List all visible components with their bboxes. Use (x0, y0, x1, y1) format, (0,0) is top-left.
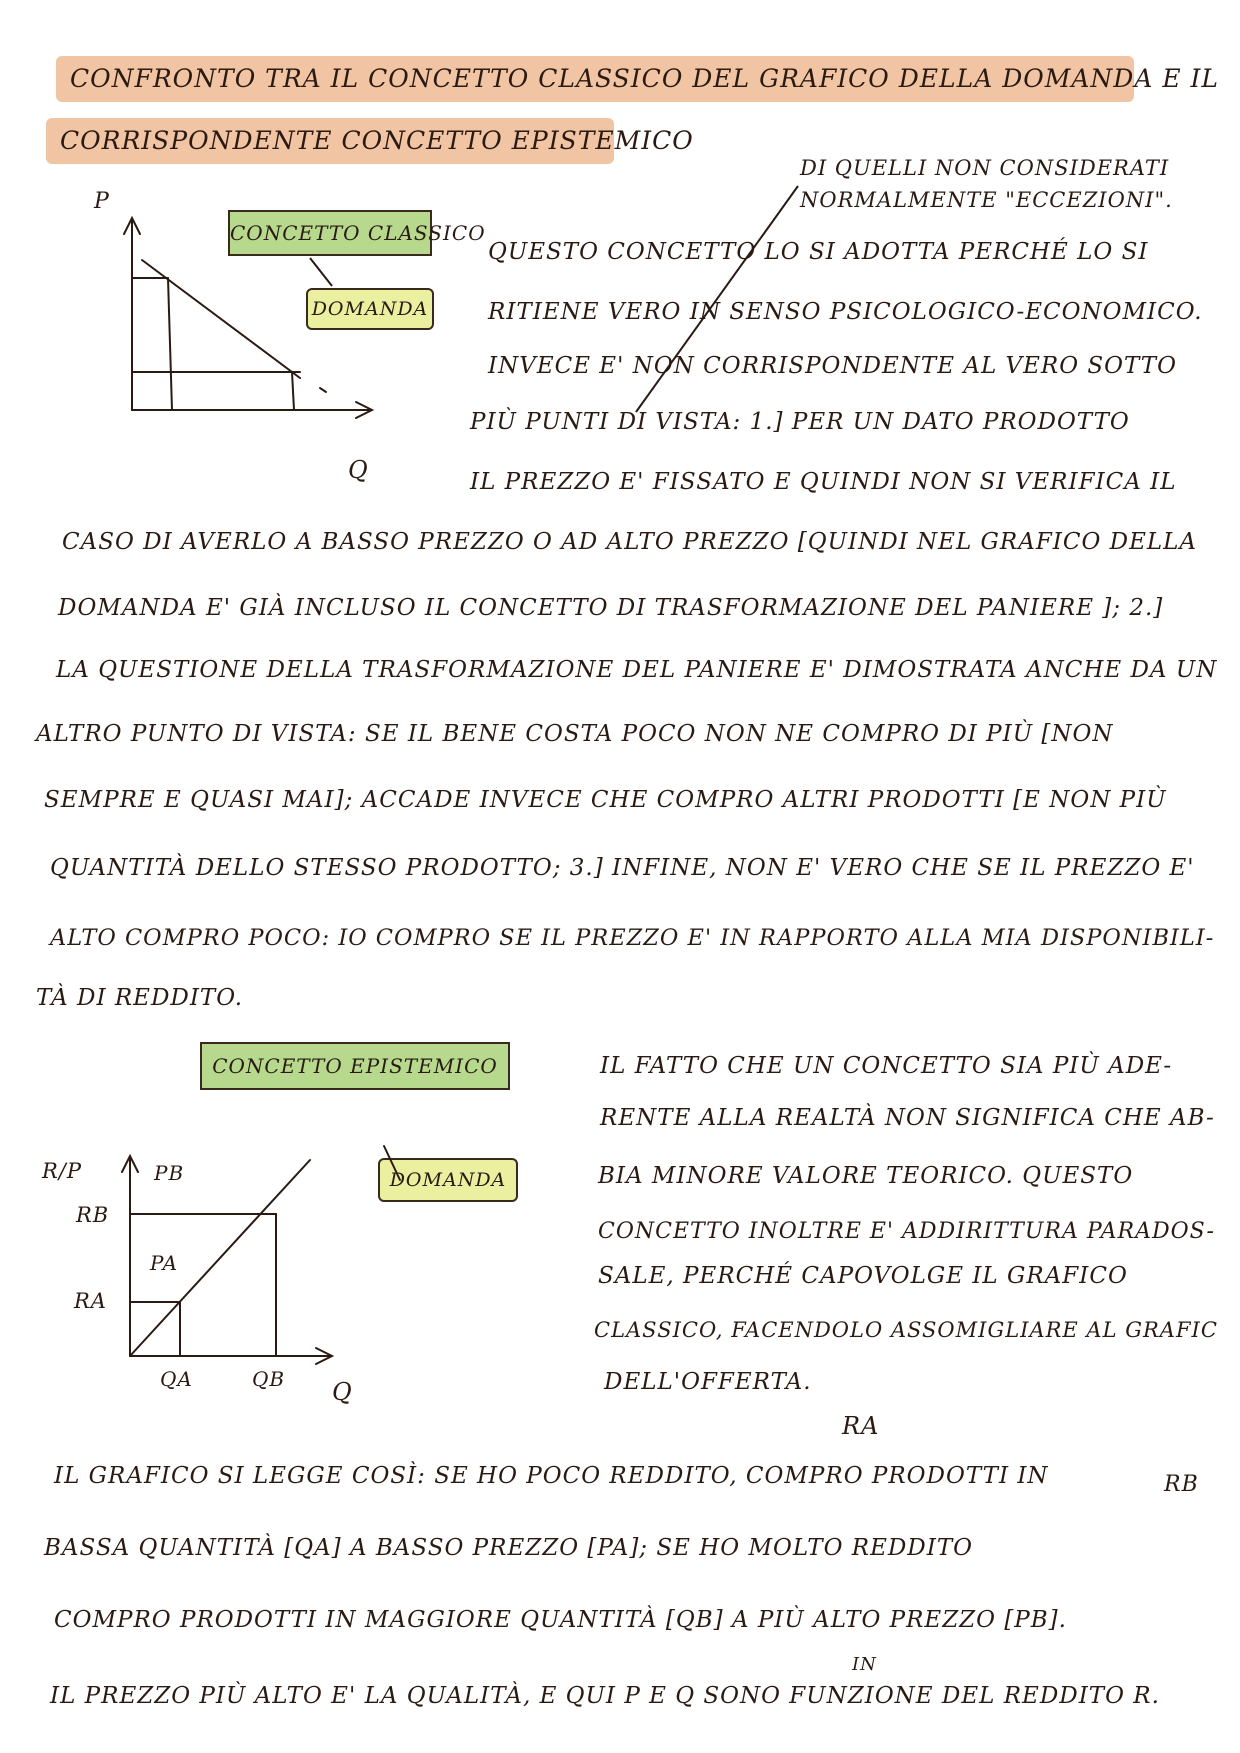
p4-line-3: COMPRO PRODOTTI IN MAGGIORE QUANTITÀ [QB] A PIÙ ALTO PREZZO [PB]. (54, 1607, 1067, 1633)
qty-high-guide (292, 372, 294, 410)
ra-axis-label: RA (74, 1289, 107, 1313)
pa-label: PA (150, 1251, 179, 1275)
title-line-2: CORRISPONDENTE CONCETTO EPISTEMICO (46, 118, 614, 164)
p2-line-4: ALTRO PUNTO DI VISTA: SE IL BENE COSTA POCO NON NE COMPRO DI PIÙ [NON (36, 721, 1114, 747)
pb-label: PB (154, 1161, 185, 1185)
p1-line-5: IL PREZZO E' FISSATO E QUINDI NON SI VERIFICA IL (470, 469, 1177, 495)
domanda-pointer (310, 258, 332, 286)
p2-line-5: SEMPRE E QUASI MAI]; ACCADE INVECE CHE COMPRO ALTRI PRODOTTI [E NON PIÙ (44, 787, 1167, 813)
p1-line-2: RITIENE VERO IN SENSO PSICOLOGICO-ECONOMICO. (488, 299, 1203, 325)
x-axis-label: Q (348, 456, 369, 484)
side-note-line-2: NORMALMENTE "ECCEZIONI". (800, 188, 1173, 212)
p2-line-6: QUANTITÀ DELLO STESSO PRODOTTO; 3.] INFINE, NON E' VERO CHE SE IL PREZZO E' (50, 855, 1195, 881)
p4-line-2: BASSA QUANTITÀ [QA] A BASSO PREZZO [PA]; SE HO MOLTO REDDITO (44, 1535, 974, 1561)
p2-line-3: LA QUESTIONE DELLA TRASFORMAZIONE DEL PANIERE E' DIMOSTRATA ANCHE DA UN (56, 657, 1218, 683)
classic-concept-box: CONCETTO CLASSICO (228, 210, 432, 256)
p3-line-1: IL FATTO CHE UN CONCETTO SIA PIÙ ADE- (600, 1053, 1173, 1079)
qb-label: QB (252, 1367, 286, 1391)
y-axis-label-2: R/P (42, 1159, 83, 1183)
domanda-pointer-2 (384, 1146, 400, 1180)
title-line-1: CONFRONTO TRA IL CONCETTO CLASSICO DEL GRAFICO DELLA DOMANDA E IL (56, 56, 1134, 102)
p1-line-4: PIÙ PUNTI DI VISTA: 1.] PER UN DATO PRODOTTO (470, 409, 1130, 435)
side-note-line-1: DI QUELLI NON CONSIDERATI (800, 156, 1170, 180)
y-axis-label: P (94, 190, 110, 214)
qty-low-guide (168, 278, 172, 410)
p2-line-2: DOMANDA E' GIÀ INCLUSO IL CONCETTO DI TRASFORMAZIONE DEL PANIERE ]; 2.] (58, 595, 1164, 621)
rb-axis-label: RB (76, 1203, 110, 1227)
p3-line-7: DELL'OFFERTA. (604, 1369, 812, 1395)
p3-line-4: CONCETTO INOLTRE E' ADDIRITTURA PARADOS- (598, 1219, 1215, 1244)
p3-line-5: SALE, PERCHÉ CAPOVOLGE IL GRAFICO (598, 1263, 1128, 1289)
annotation-in: IN (852, 1654, 877, 1675)
p1-line-3: INVECE E' NON CORRISPONDENTE AL VERO SOTTO (488, 353, 1177, 379)
p4-line-1: IL GRAFICO SI LEGGE COSÌ: SE HO POCO REDDITO, COMPRO PRODOTTI IN (54, 1463, 1049, 1489)
x-axis-label-2: Q (332, 1378, 353, 1406)
annotation-rb: RB (1164, 1472, 1199, 1497)
p3-line-2: RENTE ALLA REALTÀ NON SIGNIFICA CHE AB- (600, 1105, 1215, 1131)
p2-line-8: TÀ DI REDDITO. (36, 985, 244, 1011)
qa-label: QA (160, 1367, 193, 1391)
p1-line-1: QUESTO CONCETTO LO SI ADOTTA PERCHÉ LO SI (488, 239, 1149, 265)
epistemic-demand-graph (40, 1110, 440, 1410)
epistemic-concept-box: CONCETTO EPISTEMICO (200, 1042, 510, 1090)
domanda-label-2: DOMANDA (378, 1158, 518, 1202)
p2-line-7: ALTO COMPRO POCO: IO COMPRO SE IL PREZZO E' IN RAPPORTO ALLA MIA DISPONIBILI- (50, 925, 1215, 951)
annotation-ra: RA (842, 1412, 880, 1440)
domanda-label-1: DOMANDA (306, 288, 434, 330)
axis-dash (320, 388, 326, 392)
p4-line-4: IL PREZZO PIÙ ALTO E' LA QUALITÀ, E QUI P E Q SONO FUNZIONE DEL REDDITO R. (50, 1683, 1160, 1709)
p3-line-6: CLASSICO, FACENDOLO ASSOMIGLIARE AL GRAFIC (594, 1318, 1218, 1342)
classic-demand-graph (80, 190, 440, 490)
p2-line-1: CASO DI AVERLO A BASSO PREZZO O AD ALTO PREZZO [QUINDI NEL GRAFICO DELLA (62, 529, 1198, 555)
p3-line-3: BIA MINORE VALORE TEORICO. QUESTO (598, 1163, 1134, 1189)
